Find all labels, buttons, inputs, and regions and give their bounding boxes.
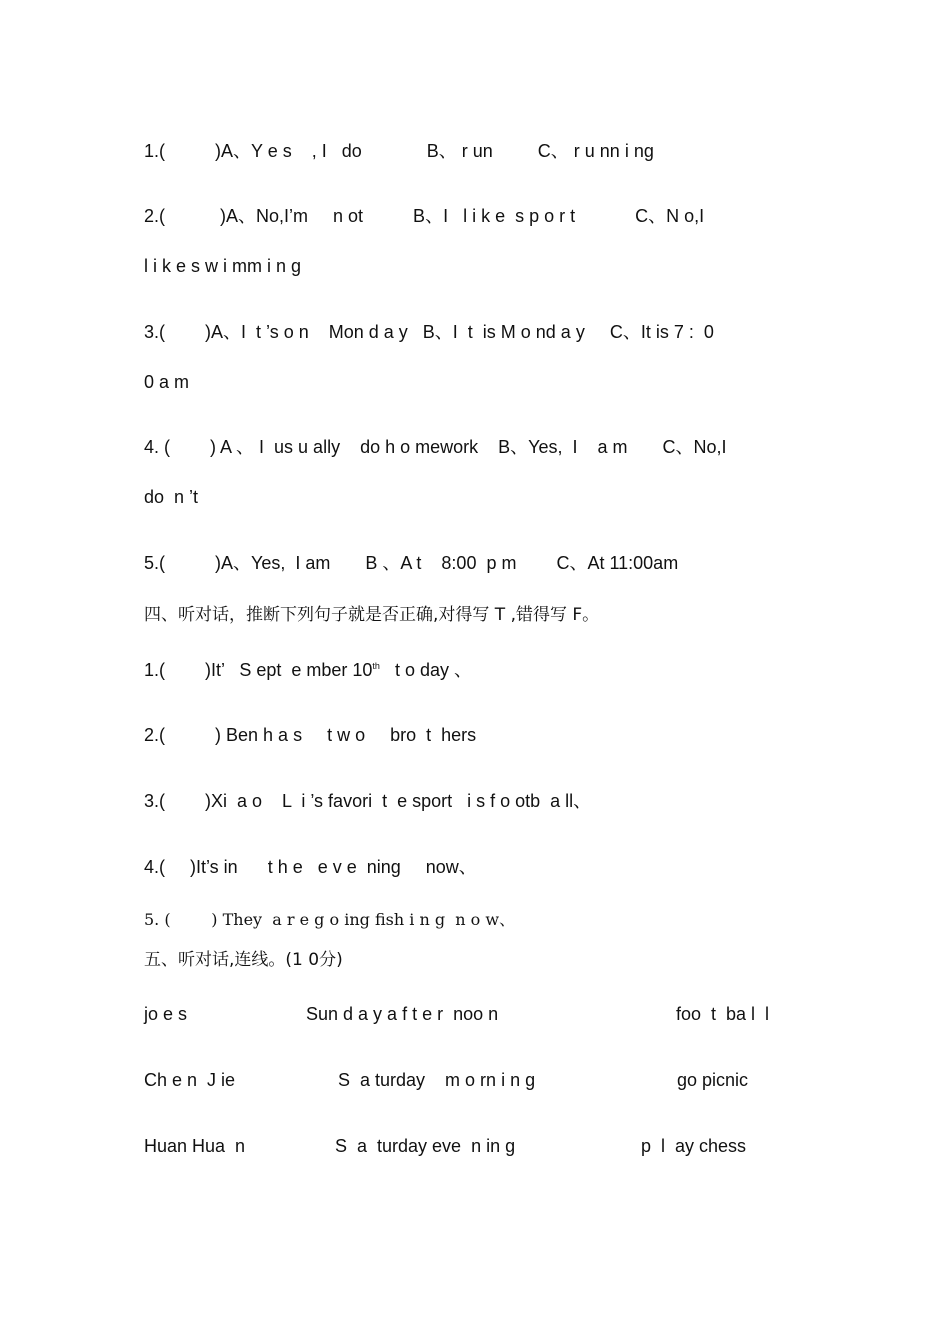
match-time-1: Sun d a y a f t e r noo n xyxy=(306,1004,499,1024)
true-false-s1 xyxy=(144,659,472,681)
listening-q3-line1: 3.( )A、I t ’s o n Mon d a y B、I t is M o nd a y C、It is 7 : 0 xyxy=(144,322,714,342)
listening-q3-line2: 0 a m xyxy=(144,372,190,392)
s1-ordinal-suffix: th xyxy=(372,661,380,671)
s1-prefix: 1.( )It’ S ept e mber 10 xyxy=(144,660,373,680)
true-false-s5: 5. ( ) They a r e g o ing fish i n g n o w、 xyxy=(144,910,516,929)
section4-heading: 四、听对话，推断下列句子就是否正确,对得写 T ,错得写 F。 xyxy=(144,605,600,625)
match-activity-1: foo t ba l l xyxy=(676,1004,770,1024)
listening-q4-line2: do n ’t xyxy=(144,487,199,507)
match-time-2: S a turday m o rn i n g xyxy=(338,1070,536,1090)
match-activity-3: p l ay chess xyxy=(641,1136,747,1156)
listening-q2-line2: l i k e s w i mm i n g xyxy=(144,256,302,276)
section5-heading: 五、听对话,连线。(1 0分) xyxy=(144,950,343,970)
listening-q2-line1: 2.( )A、No,I’m n ot B、I l i k e s p o r t C、N o,I xyxy=(144,206,705,226)
match-name-2: Ch e n J ie xyxy=(144,1070,236,1090)
s1-suffix: t o day 、 xyxy=(379,660,472,680)
listening-q5: 5.( )A、Yes, I am B 、A t 8:00 p m C、At 11:00am xyxy=(144,553,679,573)
match-activity-2: go picnic xyxy=(677,1070,749,1090)
match-time-3: S a turday eve n in g xyxy=(335,1136,516,1156)
true-false-s4: 4.( )It’s in t h e e v e ning now、 xyxy=(144,857,477,877)
match-name-1: jo e s xyxy=(144,1004,188,1024)
match-name-3: Huan Hua n xyxy=(144,1136,246,1156)
listening-q1: 1.( )A、Y e s , I do B、 r un C、 r u nn i ng xyxy=(144,141,654,161)
true-false-s3: 3.( )Xi a o L i ’s favori t e sport i s f o otb a ll、 xyxy=(144,791,592,811)
true-false-s2: 2.( ) Ben h a s t w o bro t hers xyxy=(144,725,477,745)
listening-q4-line1: 4. ( ) A 、 I us u ally do h o mework B、Yes, I a m C、No,I xyxy=(144,437,727,457)
